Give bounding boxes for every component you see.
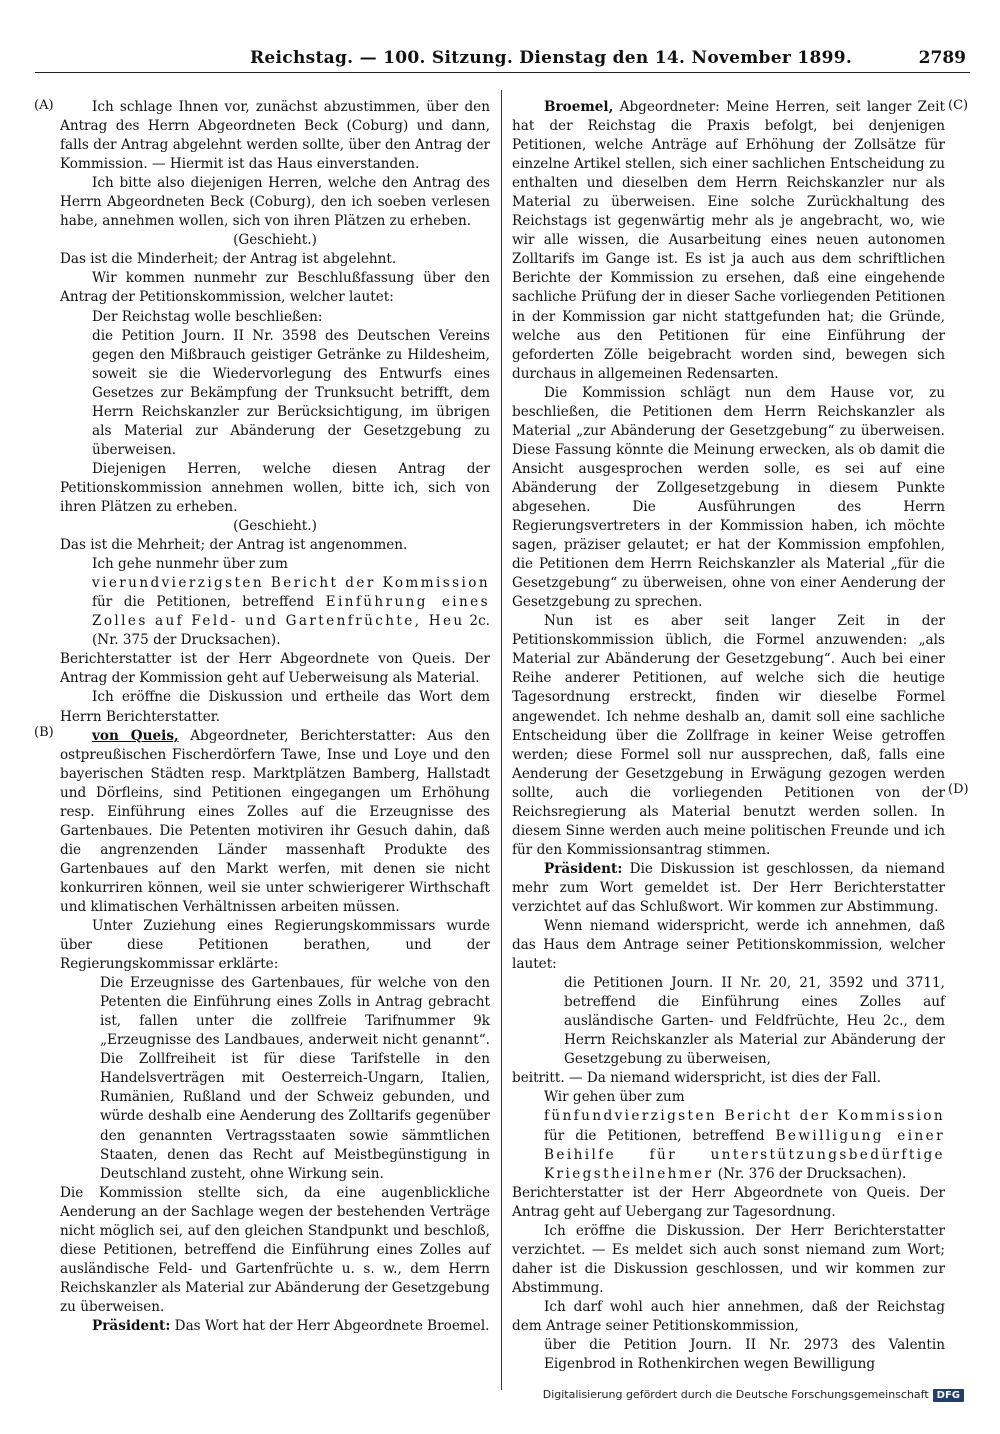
quoted-motion: die Petitionen Journ. II Nr. 20, 21, 3592 und 3711, betreffend die Einführung eines Zolles auf ausländische Garten- und Feldfrüchte, Heu 2c., dem Herrn Reichskanzler als Material zur Abänderung der Gesetzgebung zu überweisen, [564,975,945,1068]
paragraph: Ich gehe nunmehr über zum [92,556,288,573]
speech: Broemel, Abgeordneter: Meine Herren, seit langer Zeit hat der Reichstag die Praxis befolgt, bei denjenigen Petitionen, welche Anträge auf Erhöhung der Zollsätze für einzelne Artikel stellen, sich einer sachlichen Entscheidung zu enthalten und dieselben dem Herrn Reichskanzler nur als Material zu überweisen. Eine solche Zurückhaltung des Reichstags ist gegenwärtig mehr als je angebracht, wo, wie wir alle wissen, die Ausarbeitung eines neuen autonomen Zolltarifs im Gange ist. Es ist ja auch aus dem schriftlichen Berichte der Kommission zu ersehen, daß eine eingehende sachliche Prüfung der in dieser Sache vorliegenden Petitionen in der Kommission gar nicht stattgefunden hat; die Gründe, welche aus den Petitionen für eine Einführung der geforderten Zölle beigebracht worden sind, bewegen sich durchaus in allgemeinen Redensarten. [512,99,945,382]
paragraph: Ich bitte also diejenigen Herren, welche den Antrag des Herrn Abgeordneten Beck (Coburg), den ich soeben verlesen habe, annehmen wollen, sich von ihren Plätzen zu erheben. [60,175,490,230]
paragraph: Ich eröffne die Diskussion und ertheile das Wort dem Herrn Berichterstatter. [60,689,490,725]
quoted-motion: über die Petition Journ. II Nr. 2973 des Valentin Eigenbrod in Rothenkirchen wegen Bewilligung [544,1337,945,1373]
right-column [512,98,945,1374]
speech: von Queis, Abgeordneter, Berichterstatter: Aus den ostpreußischen Fischerdörfern Tawe, Inse und Loye und den bayerischen Städten resp. Marktplätzen Bamberg, Hallstadt und Dörfleins, sind Petitionen eingegangen um Erhöhung resp. Einführung eines Zolles auf die Erzeugnisse des Gartenbaues. Die Petenten motiviren ihr Gesuch dahin, daß die angrenzenden Länder massenhaft Produkte des Gartenbaues auf den Markt werfen, mit denen sie nicht konkurriren können, weil sie unter schwierigerer Wirthschaft und klimatischen Verhältnissen arbeiten müssen. [60,727,490,915]
paragraph: Das ist die Minderheit; der Antrag ist abgelehnt. [60,251,397,268]
speech: Präsident: Das Wort hat der Herr Abgeordnete Broemel. [92,1318,490,1334]
quoted-statement: Die Erzeugnisse des Gartenbaues, für welche von den Petenten die Einführung eines Zolls in Antrag gebracht ist, fallen unter die zollfreie Tarifnummer 9k „Erzeugnisse des Landbaues, anderweit nicht genannt“. Die Zollfreiheit ist für diese Tarifstelle in den Handelsverträgen mit Oesterreich-Ungarn, Italien, Rumänien, Rußland und der Schweiz gebunden, und würde deshalb eine Aenderung des Zolltarifs gegenüber den genannten Vertragsstaaten sowie sämmtlichen Staaten, denen das Recht auf Meistbegünstigung in Deutschland zusteht, ohne Wirkung sein. [100,975,490,1182]
paragraph: Die Kommission schlägt nun dem Hause vor, zu beschließen, die Petitionen dem Herrn Reichskanzler als Material „zur Abänderung der Gesetzgebung“ zu überweisen. Diese Fassung könnte die Meinung erwecken, als ob damit die Ansicht ausgesprochen werden solle, es sei auf eine Abänderung der Zollgesetzgebung in diesem Punkte abgesehen. Die Ausführungen des Herrn Regierungsvertreters in der Kommission haben, ich möchte sagen, präziser gelautet; er hat der Kommission empfohlen, die Petitionen dem Herrn Reichskanzler als Material „für die Gesetzgebung“ zu überweisen, ohne von einer Aenderung der Gesetzgebung zu sprechen. [512,384,945,611]
header-title: Reichstag. — 100. Sitzung. Dienstag den 14. November 1899. [250,48,853,68]
column-divider [501,90,502,1390]
agenda-item-title: fünfundvierzigsten Bericht der Kommission [544,1108,945,1125]
agenda-item: fünfundvierzigsten Bericht der Kommission für die Petitionen, betreffend Bewilligung einer Beihilfe für unterstützungsbedürftige Kriegstheilnehmer (Nr. 376 der Drucksachen). [544,1108,945,1182]
credit-text: Digitalisierung gefördert durch die Deutsche Forschungsgemeinschaft [542,1388,929,1401]
paragraph: Ich eröffne die Diskussion. Der Herr Berichterstatter verzichtet. — Es meldet sich auch sonst niemand zum Wort; daher ist die Diskussion geschlossen, und wir kommen zur Abstimmung. [512,1222,945,1296]
paragraph: Berichterstatter ist der Herr Abgeordnete von Queis. Der Antrag geht auf Uebergang zur Tagesordnung. [512,1184,945,1220]
dfg-logo-icon: DFG [933,1389,964,1402]
paragraph: Wir gehen über zum [544,1089,685,1106]
margin-marker-d: (D) [948,782,969,797]
agenda-item-title: vierundvierzigsten Bericht der Kommission [92,575,490,592]
agenda-item-subject: Einführung eines Zolles auf Feld- und Gartenfrüchte, Heu [92,594,490,630]
paragraph: Wenn niemand widerspricht, werde ich annehmen, daß das Haus dem Antrage seiner Petitionskommission, welcher lautet: [512,918,945,973]
margin-marker-c: (C) [948,98,969,113]
paragraph: Ich darf wohl auch hier annehmen, daß der Reichstag dem Antrage seiner Petitionskommission, [512,1298,945,1334]
paragraph: Diejenigen Herren, welche diesen Antrag der Petitionskommission annehmen wollen, bitte ich, sich von ihren Plätzen zu erheben. [60,460,490,515]
running-header [35,44,970,73]
page-number: 2789 [918,48,966,68]
speaker-name: Präsident: [92,1318,171,1334]
speech: Präsident: Die Diskussion ist geschlossen, da niemand mehr zum Wort gemeldet ist. Der Herr Berichterstatter verzichtet auf das Schlußwort. Wir kommen zur Abstimmung. [512,860,945,915]
speaker-name: Broemel, [544,99,614,115]
quoted-motion: die Petition Journ. II Nr. 3598 des Deutschen Vereins gegen den Mißbrauch geistiger Getränke zu Hildesheim, soweit sie die Wiedervorlegung des Entwurfs eines Gesetzes zur Bekämpfung der Trunksucht betrifft, dem Herrn Reichskanzler zur Berücksichtigung, im übrigen als Material zur Abänderung der Gesetzgebung zu überweisen. [92,327,490,458]
paragraph: beitritt. — Da niemand widerspricht, ist dies der Fall. [512,1070,882,1087]
stage-direction: (Geschieht.) [233,518,317,535]
agenda-item-subject: Bewilligung einer Beihilfe für unterstützungsbedürftige Kriegstheilnehmer [544,1127,945,1182]
paragraph: Berichterstatter ist der Herr Abgeordnete von Queis. Der Antrag der Kommission geht auf Ueberweisung als Material. [60,651,490,687]
paragraph: Nun ist es aber seit langer Zeit in der Petitionskommission üblich, die Formel anzuwenden: „als Material zur Abänderung der Gesetzgebung“. Auch bei einer Reihe anderer Petitionen, auf welche sich die heutige Tagesordnung erstreckt, finden wir dieselbe Formel angewendet. Ich nehme deshalb an, damit soll eine sachliche Entscheidung über die Zollfrage in keiner Weise getroffen werden; diese Formel soll nur aussprechen, daß, falls eine Aenderung der Gesetzgebung in Erwägung gezogen werden sollte, auch die vorliegenden Petitionen von der Reichsregierung als Material benutzt werden sollen. In diesem Sinne werden auch meine politischen Freunde und ich für den Kommissionsantrag stimmen. [512,613,945,858]
margin-marker-b: (B) [34,725,54,740]
digitization-credit [543,1388,964,1402]
speaker-name: von Queis, [92,727,179,744]
paragraph: Der Reichstag wolle beschließen: [92,308,323,325]
paragraph: Wir kommen nunmehr zur Beschlußfassung über den Antrag der Petitionskommission, welcher lautet: [60,270,490,306]
paragraph: Ich schlage Ihnen vor, zunächst abzustimmen, über den Antrag des Herrn Abgeordneten Beck (Coburg) und dann, falls der Antrag abgelehnt werden sollte, über den Antrag der Kommission. — Hiermit ist das Haus einverstanden. [60,99,490,173]
speaker-name: Präsident: [544,860,623,877]
paragraph: Das ist die Mehrheit; der Antrag ist angenommen. [60,537,408,554]
paragraph: Die Kommission stellte sich, da eine augenblickliche Aenderung an der Sachlage wegen der bestehenden Verträge nicht möglich sei, auf den gleichen Standpunkt und beschloß, diese Petitionen, betreffend die Einführung eines Zolles auf ausländische Feld- und Gartenfrüchte u. s. w., dem Herrn Reichskanzler als Material zur Abänderung der Gesetzgebung zu überweisen. [60,1184,491,1315]
stage-direction: (Geschieht.) [233,232,317,249]
margin-marker-a: (A) [34,98,54,113]
left-column [60,98,490,1336]
agenda-item: vierundvierzigsten Bericht der Kommission für die Petitionen, betreffend Einführung eines Zolles auf Feld- und Gartenfrüchte, Heu 2c. (Nr. 375 der Drucksachen). [92,575,491,649]
paragraph: Unter Zuziehung eines Regierungskommissars wurde über diese Petitionen berathen, und der Regierungskommissar erklärte: [60,918,490,973]
